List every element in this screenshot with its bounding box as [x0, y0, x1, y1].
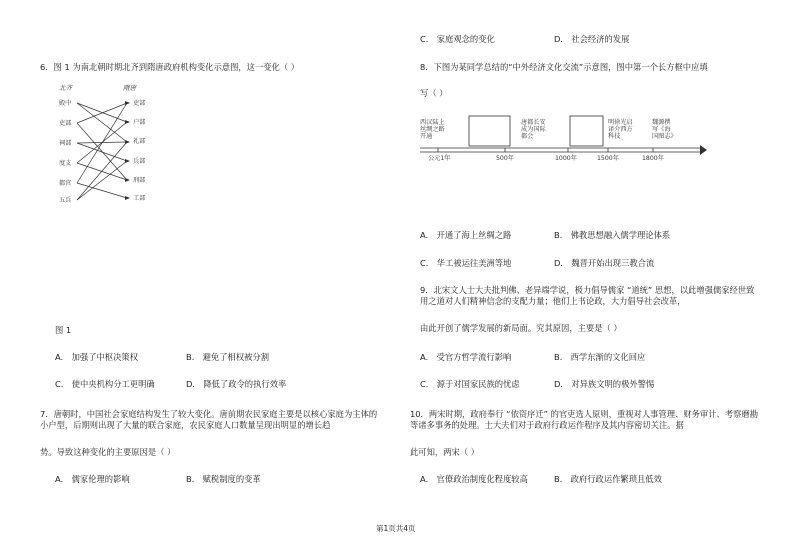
- timeline-box-label: 明徐光启译介西方科技: [608, 119, 633, 140]
- timeline-bar: [420, 145, 707, 155]
- timeline-blank-box-1: [469, 116, 510, 146]
- q8-option-c: C． 华工被运往美洲等地: [420, 258, 512, 268]
- diagram-right-labels: [133, 99, 145, 202]
- q7-stem: 7．唐朝时，中国社会家庭结构发生了较大变化。唐前期农民家庭主要是以核心家庭为主体的小户型，后期则出现了大量的联合家庭，农民家庭人口数量呈现出明显的增长趋: [40, 409, 378, 430]
- q6-option-b: B． 避免了相权被分割: [186, 352, 270, 362]
- option-c-prev: C． 家庭观念的变化: [420, 34, 495, 44]
- q10-option-a: A． 官僚政治制度化程度较高: [420, 474, 528, 484]
- q8-stem-cont: 写（ ）: [420, 88, 448, 98]
- right-label: 吏部: [133, 100, 146, 107]
- diagram-arrowheads: [125, 101, 130, 200]
- figure-caption: 图 1: [55, 325, 72, 335]
- left-label: 度支: [59, 160, 72, 167]
- timeline-tick-label: 公元1年: [428, 155, 451, 162]
- timeline-tick-label: 1500年: [597, 155, 619, 162]
- q8-option-a: A． 开通了海上丝绸之路: [420, 230, 512, 240]
- q6-option-c: C． 使中央机构分工更明确: [55, 379, 155, 389]
- q9-option-d: D． 对异族文明的极外警惕: [554, 379, 655, 389]
- diagram-right-header: 隋唐: [123, 84, 136, 92]
- q10-stem: 10．两宋时期，政府奉行 “依资序迁” 的官吏选人原则，重视对人事管理、财务审计、考察磨勘等诸多事务的处理。士大夫们对于政府行政运作程序及其内容密切关注。据: [410, 409, 759, 430]
- timeline-tick-label: 1000年: [555, 155, 577, 162]
- right-label: 兵部: [133, 158, 146, 165]
- timeline-box-label: 魏源撰写《海国图志》: [652, 119, 677, 140]
- timeline-blank-box-2: [570, 116, 603, 146]
- q9-option-c: C． 源于对国家民族的忧虑: [420, 379, 520, 389]
- q6-option-d: D． 降低了政令的执行效率: [186, 379, 287, 389]
- right-label: 户部: [133, 119, 146, 126]
- left-label: 吏部: [59, 120, 72, 127]
- q8-stem: 8．下图为某同学总结的“中外经济文化交流”示意图，图中第一个长方框中应填: [420, 62, 708, 72]
- diagram-left-labels: [59, 99, 71, 204]
- timeline-box-label: 唐都长安成为国际都会: [521, 119, 546, 140]
- left-label: 五兵: [59, 197, 72, 204]
- q6-stem: 6．图 1 为南北朝时期北齐到隋唐政府机构变化示意图，这一变化（ ）: [40, 62, 300, 72]
- q9-option-a: A． 受官方哲学流行影响: [420, 352, 512, 362]
- q10-option-b: B． 政府行政运作繁琐且低效: [554, 474, 662, 484]
- q10-stem-cont: 此可知，两宋（ ）: [410, 447, 480, 457]
- q7-option-b: B． 赋税制度的变革: [186, 474, 261, 484]
- q8-timeline: [418, 114, 708, 164]
- left-label: 祠部: [59, 140, 72, 147]
- timeline-tick-label: 500年: [496, 155, 514, 162]
- q6-diagram: [55, 80, 175, 205]
- left-label: 都官: [59, 180, 72, 187]
- diagram-arrows: [77, 103, 127, 200]
- page-number: 第1页共4页: [376, 524, 416, 533]
- q9-option-b: B． 西学东渐的文化回应: [554, 352, 646, 362]
- right-label: 刑部: [133, 177, 146, 184]
- timeline-tick-label: 1800年: [642, 155, 664, 162]
- option-d-prev: D． 社会经济的发展: [554, 34, 630, 44]
- left-label: 殿中: [59, 100, 72, 107]
- q7-stem-cont: 势。导致这种变化的主要原因是（ ）: [40, 447, 176, 457]
- q9-stem-cont: 由此开创了儒学发展的新局面。究其原因，主要是（ ）: [420, 323, 622, 333]
- timeline-box-label: 西汉陆上丝绸之路开通: [420, 119, 445, 140]
- q7-option-a: A． 儒家伦理的影响: [55, 474, 130, 484]
- q8-option-d: D． 魏晋开始出现三教合流: [554, 258, 655, 268]
- right-label: 工部: [133, 195, 146, 202]
- q9-stem: 9．北宋文人士大夫批判佛、老异端学说，极力倡导儒家 “道统” 思想，以此增强儒家经世致用之道对人们精神信念的支配力量；他们上书论政，大力倡导社会改革，: [420, 285, 755, 306]
- q6-option-a: A． 加强了中枢决策权: [55, 352, 138, 362]
- q8-option-b: B． 佛教思想融入儒学理论体系: [554, 230, 671, 240]
- diagram-left-header: 北齐: [59, 84, 72, 92]
- right-label: 礼部: [133, 138, 146, 145]
